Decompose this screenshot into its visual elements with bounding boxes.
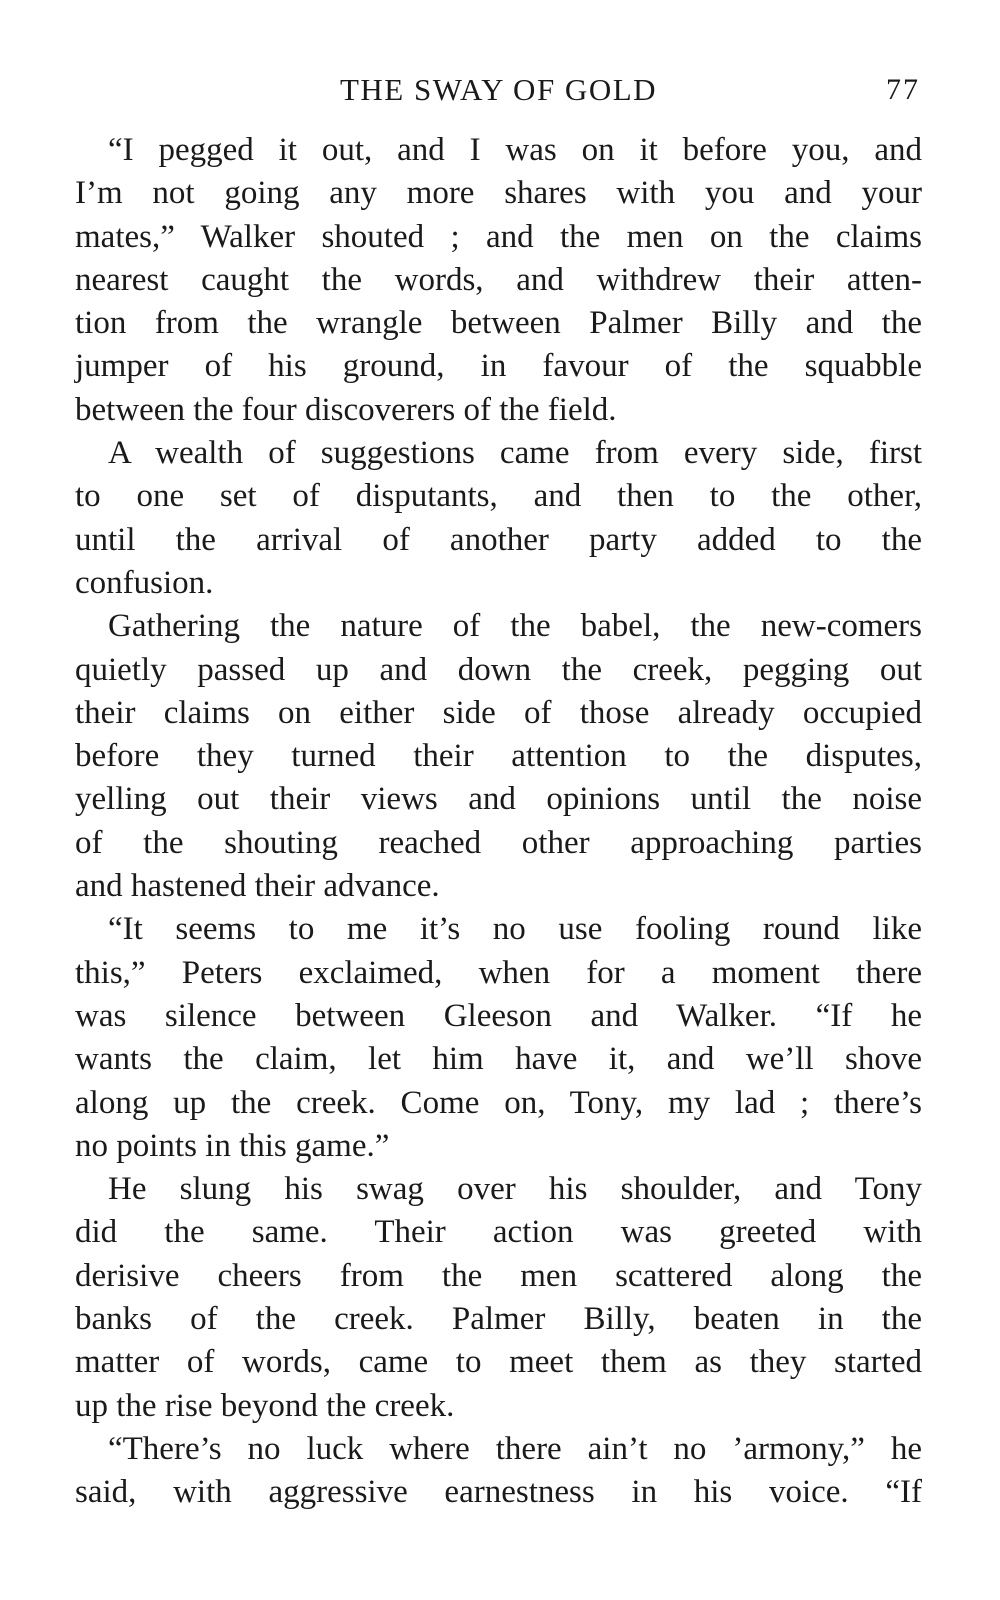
paragraph-6 (75, 1428, 922, 1515)
text-line: tion from the wrangle between Palmer Billy and the (75, 305, 922, 342)
text-line: mates,” Walker shouted ; and the men on the claims (75, 218, 922, 255)
text-line: quietly passed up and down the creek, pegging out (75, 651, 922, 688)
text-line: along up the creek. Come on, Tony, my lad ; there’s (75, 1084, 922, 1121)
text-line: wants the claim, let him have it, and we’ll shove (75, 1041, 922, 1078)
text-line: before they turned their attention to the disputes, (75, 738, 922, 775)
text-line: their claims on either side of those already occupied (75, 694, 922, 731)
text-line: confusion. (75, 564, 214, 601)
text-line: this,” Peters exclaimed, when for a moment there (75, 954, 922, 991)
text-line: He slung his swag over his shoulder, and Tony (108, 1171, 922, 1208)
text-line: up the rise beyond the creek. (75, 1387, 455, 1424)
text-line: derisive cheers from the men scattered along the (75, 1257, 922, 1294)
text-line: banks of the creek. Palmer Billy, beaten in the (75, 1301, 922, 1338)
paragraph-4 (75, 908, 922, 1168)
page-number: 77 (886, 73, 920, 106)
text-line: “It seems to me it’s no use fooling round like (108, 911, 922, 948)
text-line: did the same. Their action was greeted with (75, 1214, 922, 1251)
text-line: until the arrival of another party added to the (75, 521, 922, 558)
running-header (75, 68, 922, 112)
text-line: between the four discoverers of the field. (75, 391, 617, 428)
text-line: nearest caught the words, and withdrew their atten- (75, 261, 922, 298)
text-line: “I pegged it out, and I was on it before you, and (108, 132, 922, 168)
book-page (75, 68, 922, 1515)
text-line: jumper of his ground, in favour of the squabble (75, 348, 922, 385)
text-line: no points in this game.” (75, 1127, 390, 1164)
body-text (75, 129, 922, 1515)
paragraph-5 (75, 1168, 922, 1428)
text-line: and hastened their advance. (75, 868, 440, 905)
text-line: said, with aggressive earnestness in his voice. “If (75, 1474, 922, 1511)
text-line: Gathering the nature of the babel, the new-comers (108, 608, 922, 645)
text-line: was silence between Gleeson and Walker. “If he (75, 997, 922, 1034)
text-line: “There’s no luck where there ain’t no ’armony,” he (108, 1430, 922, 1467)
text-line: to one set of disputants, and then to the other, (75, 478, 922, 515)
running-title: THE SWAY OF GOLD (339, 72, 658, 107)
text-line: of the shouting reached other approaching parties (75, 824, 922, 861)
text-line: yelling out their views and opinions until the noise (75, 781, 922, 818)
text-line: A wealth of suggestions came from every side, first (108, 435, 922, 472)
text-line: I’m not going any more shares with you and your (75, 175, 922, 212)
paragraph-2 (75, 432, 922, 605)
text-line: matter of words, came to meet them as they started (75, 1344, 922, 1381)
paragraph-1 (75, 129, 922, 432)
paragraph-3 (75, 605, 922, 908)
